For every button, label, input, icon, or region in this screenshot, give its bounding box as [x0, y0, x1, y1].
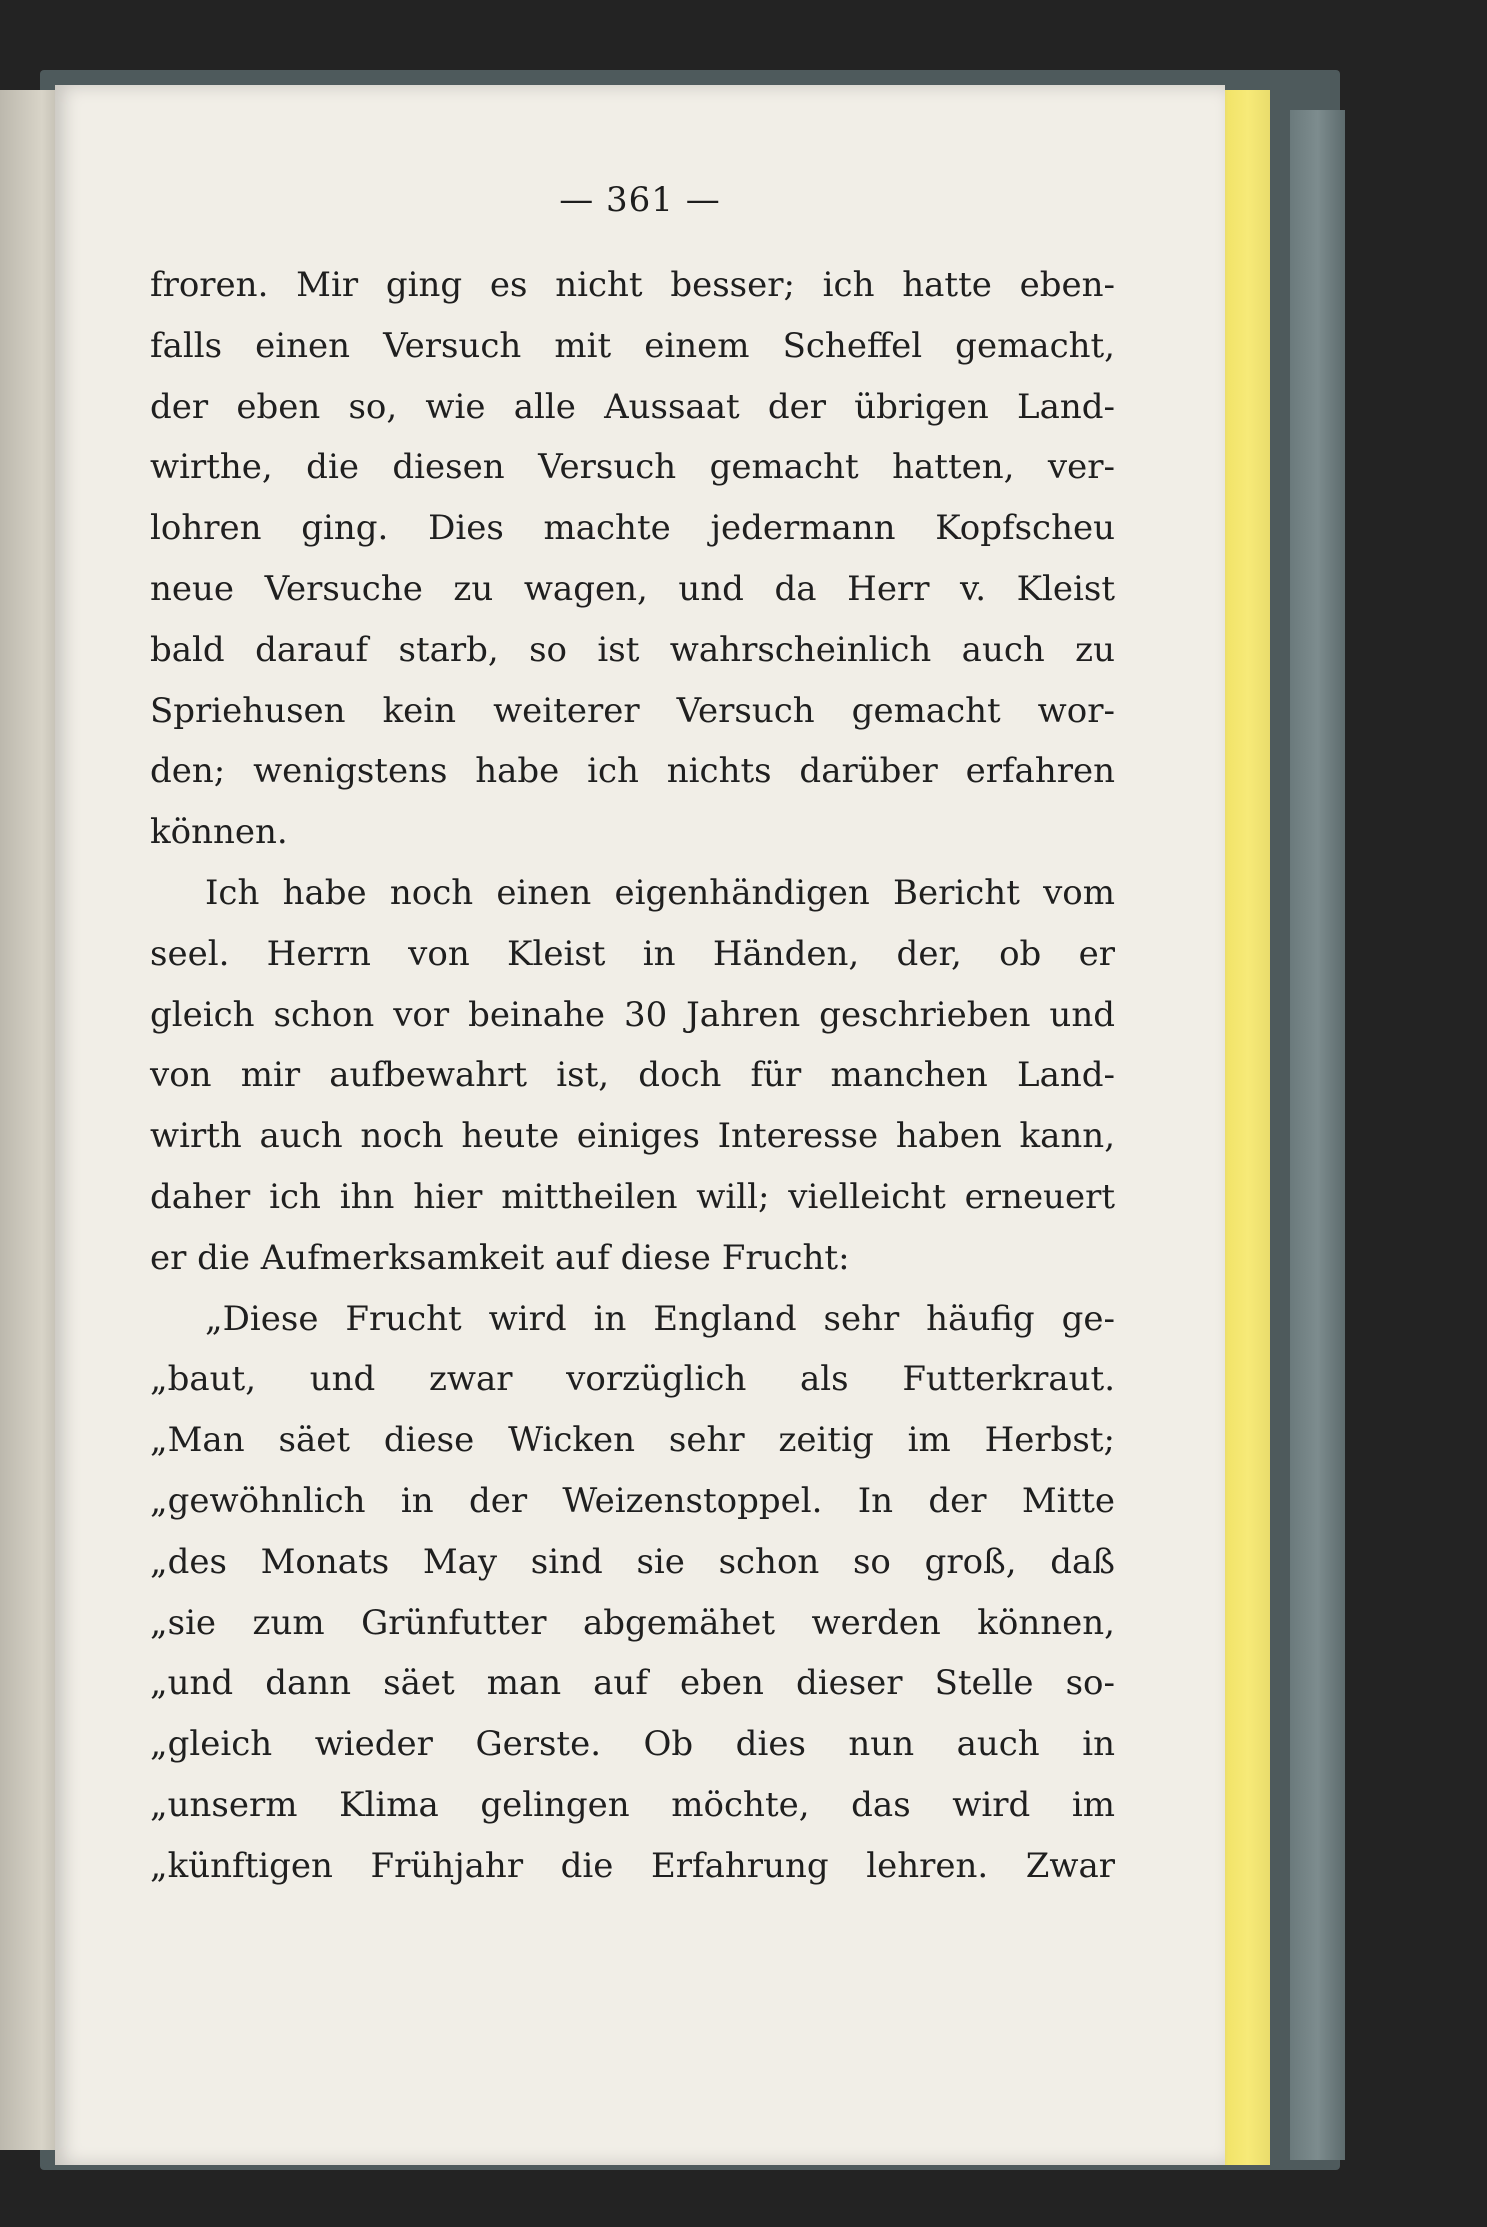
text-line: „des Monats May sind sie schon so groß, daß — [150, 1541, 1115, 1582]
text-line: „Diese Frucht wird in England sehr häufig ge- — [205, 1298, 1115, 1339]
book-page — [55, 85, 1225, 2165]
text-line: er die Aufmerksamkeit auf diese Frucht: — [150, 1237, 850, 1278]
text-line: der eben so, wie alle Aussaat der übrigen Land- — [150, 386, 1115, 427]
text-line: „unserm Klima gelingen möchte, das wird im — [150, 1784, 1115, 1825]
text-line: „und dann säet man auf eben dieser Stelle so- — [150, 1663, 1115, 1704]
text-line: seel. Herrn von Kleist in Händen, der, ob er — [150, 933, 1115, 974]
page-number: — 361 — — [559, 180, 721, 220]
text-line: „Man säet diese Wicken sehr zeitig im Herbst; — [150, 1420, 1115, 1461]
text-line: wirthe, die diesen Versuch gemacht hatten, ver- — [150, 447, 1115, 488]
text-line: lohren ging. Dies machte jedermann Kopfscheu — [150, 508, 1115, 549]
text-line: „gewöhnlich in der Weizenstoppel. In der Mitte — [150, 1480, 1115, 1521]
text-line: Ich habe noch einen eigenhändigen Bericht vom — [205, 872, 1115, 913]
text-line: wirth auch noch heute einiges Interesse haben kann, — [150, 1116, 1115, 1157]
text-line: froren. Mir ging es nicht besser; ich hatte eben- — [150, 265, 1115, 305]
text-line: den; wenigstens habe ich nichts darüber erfahren — [150, 751, 1115, 792]
text-line: gleich schon vor beinahe 30 Jahren geschrieben und — [150, 994, 1115, 1035]
text-line: „künftigen Frühjahr die Erfahrung lehren. Zwar — [150, 1845, 1115, 1886]
text-line: „baut, und zwar vorzüglich als Futterkraut. — [150, 1359, 1115, 1400]
text-line: neue Versuche zu wagen, und da Herr v. Kleist — [150, 568, 1115, 609]
text-line: „sie zum Grünfutter abgemähet werden können, — [150, 1602, 1115, 1643]
text-line: daher ich ihn hier mittheilen will; vielleicht erneuert — [150, 1176, 1115, 1217]
text-line: von mir aufbewahrt ist, doch für manchen Land- — [150, 1055, 1115, 1096]
text-line: Spriehusen kein weiterer Versuch gemacht wor- — [150, 690, 1115, 731]
text-line: bald darauf starb, so ist wahrscheinlich auch zu — [150, 629, 1115, 670]
text-line: können. — [150, 812, 288, 853]
text-line: falls einen Versuch mit einem Scheffel gemacht, — [150, 325, 1115, 366]
body-text — [150, 255, 1115, 1897]
text-line: „gleich wieder Gerste. Ob dies nun auch in — [150, 1724, 1115, 1765]
book-board-edge — [1290, 110, 1345, 2160]
